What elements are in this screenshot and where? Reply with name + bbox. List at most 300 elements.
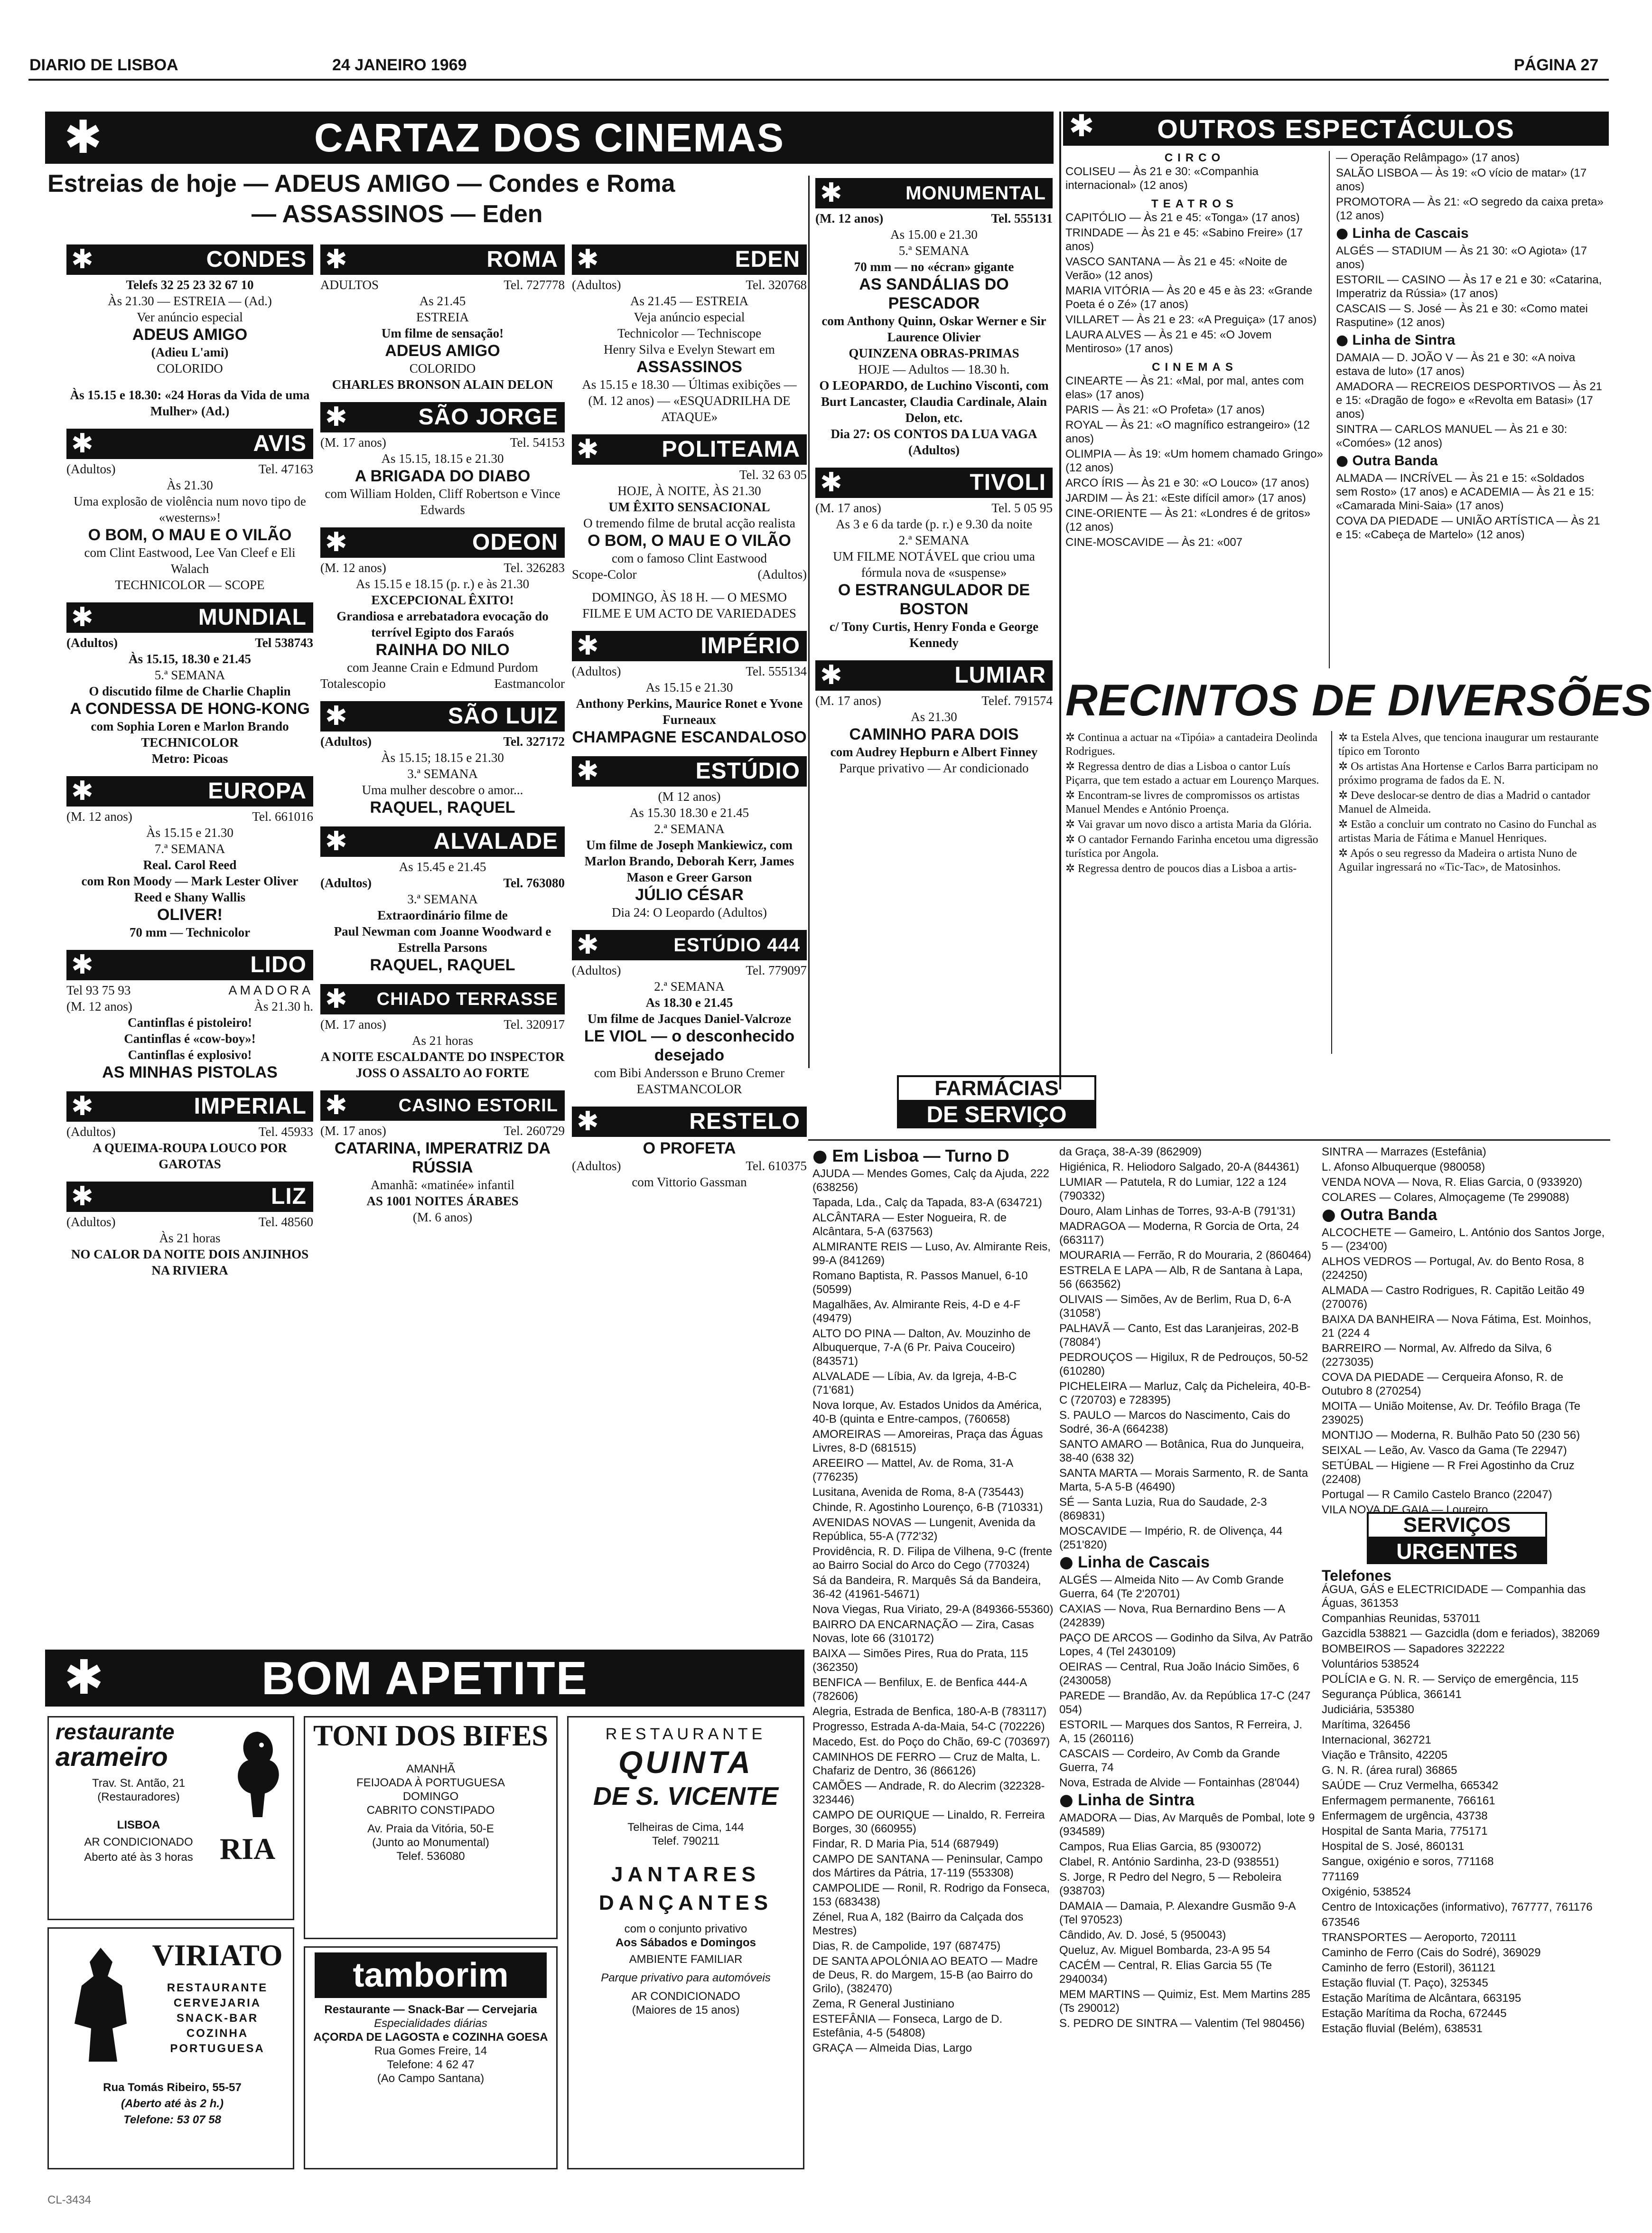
list-item: Nova Iorque, Av. Estados Unidos da América, 40-B (quinta e Entre-campos, (760658) [812, 1399, 1042, 1426]
cinema-name: IMPERIAL [194, 1094, 307, 1119]
rating: (M. 17 anos) [320, 1124, 386, 1138]
text-line: Real. Carol Reed [143, 858, 237, 872]
cinema-name: EDEN [735, 247, 800, 272]
list-item: BARREIRO — Normal, Av. Alfredo da Silva, 6 (2273035) [1322, 1342, 1552, 1369]
list-item: LAURA ALVES — Às 21 e 45: «O Jovem Mentiroso» (17 anos) [1065, 328, 1272, 355]
text-line: Às 15.15, 18.30 e 21.45 [129, 652, 251, 666]
list-item: da Graça, 38-A-39 (862909) [1059, 1145, 1202, 1158]
list-item: Zénel, Rua A, 182 (Bairro da Calçada dos Mestres) [812, 1911, 1024, 1937]
text-line: Extraordinário filme de [377, 908, 508, 922]
cinema-odeon [320, 527, 565, 692]
text-line: Technicolor — Techniscope [617, 326, 762, 340]
rating: (M. 17 anos) [320, 435, 386, 450]
list-item: PAREDE — Brandão, Av. da República 17-C (247 054) [1059, 1689, 1311, 1716]
text-line: com Clint Eastwood, Lee Van Cleef e Eli Walach [84, 545, 296, 576]
list-item: ✲ Continua a actuar na «Tipóia» a cantadeira Deolinda Rodrigues. [1065, 732, 1318, 758]
list-item: CAPITÓLIO — Às 21 e 45: «Tonga» (17 anos) [1065, 211, 1300, 224]
text-line: Grandiosa e arrebatadora evocação do terrível Egipto dos Faraós [336, 609, 549, 639]
outros-banner [1063, 109, 1609, 146]
cinema-name: IMPÉRIO [700, 633, 800, 658]
list-item: ALMIRANTE REIS — Luso, Av. Almirante Reis, 99-A (841269) [812, 1240, 1051, 1267]
section-heading: Linha de Sintra [1352, 332, 1456, 348]
section-heading: CIRCO [1164, 151, 1225, 164]
cinema-name: ESTÚDIO 444 [673, 935, 800, 956]
text-line: com Sophia Loren e Marlon Brando [91, 719, 289, 733]
cinema-liz [66, 1182, 313, 1278]
list-item: VILLARET — Às 21 e 23: «A Preguiça» (17 anos) [1065, 313, 1317, 326]
cinema-name: CONDES [206, 247, 307, 272]
text-line: As 3 e 6 da tarde (p. r.) e 9.30 da noite [836, 517, 1032, 531]
list-item: SALÃO LISBOA — Às 19: «O vício de matar» (17 anos) [1336, 167, 1587, 193]
cinema-sao-luiz [320, 701, 565, 817]
text-line: com Jeanne Crain e Edmund Purdom [347, 660, 538, 675]
ad-address: Av. Praia da Vitória, 50-E [367, 1822, 494, 1835]
list-item: CAMPO DE OURIQUE — Linaldo, R. Ferreira Borges, 30 (660955) [812, 1809, 1045, 1835]
text-line: As 15.15 e 18.15 (p. r.) e às 21.30 [355, 577, 530, 591]
column-divider [808, 176, 810, 1068]
paper-name: DIARIO DE LISBOA [29, 56, 178, 74]
recintos-left [1065, 731, 1326, 1059]
section-heading: Linha de Cascais [1078, 1553, 1210, 1571]
list-item: Voluntários 538524 [1322, 1658, 1419, 1670]
list-item: JARDIM — Às 21: «Este difícil amor» (17 anos) [1065, 492, 1306, 505]
text-line: Parque privativo — Ar condicionado [839, 761, 1029, 775]
text-line: CHARLES BRONSON ALAIN DELON [332, 377, 553, 392]
cinema-tel: Tel. 320768 [746, 278, 807, 292]
cinema-tel: Tel. 327172 [503, 734, 565, 749]
text-line: Às 15.15 e 21.30 [146, 826, 233, 840]
film-title: ADEUS AMIGO [385, 342, 500, 360]
ad-line: COZINHA [186, 2027, 249, 2040]
film-title: A NOITE ESCALDANTE DO INSPECTOR JOSS O ASSALTO AO FORTE [320, 1050, 565, 1080]
cinema-politeama [572, 434, 807, 621]
cinema-tel: Tel. 32 63 05 [739, 468, 807, 482]
list-item: Chinde, R. Agostinho Lourenço, 6-B (710331) [812, 1501, 1043, 1514]
list-item: SAÚDE — Cruz Vermelha, 665342 [1322, 1779, 1499, 1792]
cinema-eden [572, 244, 807, 425]
text-line: com William Holden, Cliff Robertson e Vince Edwards [325, 487, 560, 517]
list-item: S. PAULO — Marcos do Nascimento, Cais do Sodré, 36-A (664238) [1059, 1409, 1290, 1436]
list-item: Alegria, Estrada de Benfica, 180-A-B (783117) [812, 1705, 1047, 1718]
film-title: LE VIOL — o desconhecido desejado [584, 1027, 795, 1064]
asterisk-icon: ✱ [64, 1650, 105, 1705]
text-line: com o famoso Clint Eastwood [612, 551, 767, 565]
rooster-icon [224, 1722, 291, 1836]
list-item: ✲ Regressa dentro de poucos dias a Lisboa a artis- [1065, 863, 1297, 875]
cinema-name: TIVOLI [970, 470, 1046, 495]
list-item: AMOREIRAS — Amoreiras, Praça das Águas Livres, 8-D (681515) [812, 1428, 1043, 1454]
rating: (M. 12 anos) [815, 211, 884, 225]
cinema-name: ALVALADE [433, 829, 558, 854]
ad-line: AMANHÃ [406, 1763, 455, 1775]
film-title: O ESTRANGULADOR DE BOSTON [838, 581, 1030, 618]
ad-line: AMBIENTE FAMILIAR [629, 1953, 743, 1966]
list-item: AREEIRO — Mattel, Av. de Roma, 31-A (776235) [812, 1457, 1013, 1483]
text-line: Às 15.15; 18.15 e 21.30 [381, 751, 504, 765]
text-line: As 15.15, 18.15 e 21.30 [381, 451, 504, 466]
list-item: ALMADA — INCRÍVEL — Às 21 e 15: «Soldados sem Rosto» (17 anos) e ACADEMIA — Às 21 e 15: «Camarada Mini-Saia» (17 anos) [1336, 472, 1595, 512]
asterisk-icon: ✱ [325, 984, 347, 1014]
text-line: 2.ª SEMANA [654, 822, 725, 836]
recintos-right [1338, 731, 1604, 1059]
ad-line: AR CONDICIONADO [631, 1990, 740, 2003]
farmacias-cascais-list [1059, 1573, 1316, 1790]
text-line: O LEOPARDO, de Luchino Visconti, com Burt Lancaster, Claudia Cardinale, Alain Delon, etc. [819, 378, 1049, 425]
list-item: MOSCAVIDE — Império, R. de Olivença, 44 (251'820) [1059, 1525, 1283, 1551]
list-item: OEIRAS — Central, Rua João Inácio Simões, 6 (2430058) [1059, 1661, 1299, 1687]
rating: (M. 12 anos) [320, 561, 386, 575]
list-item: CINE-MOSCAVIDE — Às 21: «007 [1065, 536, 1243, 549]
text-line: Scope-Color [572, 567, 637, 582]
text-line: As 15.15 e 18.30 — Últimas exibições — (M. 12 anos) — «ESQUADRILHA DE ATAQUE» [582, 377, 797, 424]
text-line: 3.ª SEMANA [407, 892, 478, 906]
rating: (M. 17 anos) [815, 694, 881, 708]
estreias-block [47, 169, 807, 229]
film-title: CAMINHO PARA DOIS [849, 725, 1019, 743]
text-line: com Ron Moody — Mark Lester Oliver Reed e Shany Wallis [81, 874, 299, 904]
text-line: EASTMANCOLOR [636, 1082, 742, 1096]
list-item: COVA DA PIEDADE — UNIÃO ARTÍSTICA — Às 21 e 15: «Cabeça de Martelo» (12 anos) [1336, 515, 1600, 541]
text-line: com Audrey Hepburn e Albert Finney [830, 745, 1038, 759]
text-line: As 21.30 [911, 710, 957, 724]
text-line: HOJE — Adultos — 18.30 h. [858, 362, 1010, 376]
text-line: As 21 horas [412, 1033, 473, 1048]
list-item: AMADORA — Dias, Av Marquês de Pombal, lote 9 (934589) [1059, 1811, 1315, 1838]
list-item: TRANSPORTES — Aeroporto, 720111 [1322, 1931, 1517, 1944]
ad-toni-dos-bifes [304, 1716, 558, 1939]
list-item: Marítima, 326456 [1322, 1718, 1410, 1731]
asterisk-icon: ✱ [64, 111, 103, 164]
list-item: Estação fluvial (T. Paço), 325345 [1322, 1977, 1488, 1989]
section-heading: Linha de Sintra [1078, 1791, 1195, 1809]
list-item: Nova Viegas, Rua Viriato, 29-A (849366-55360) [812, 1603, 1054, 1616]
cinema-imperial [66, 1091, 313, 1172]
farmacias-title: FARMÁCIAS [897, 1075, 1096, 1102]
ad-line: CABRITO CONSTIPADO [366, 1804, 495, 1817]
asterisk-icon: ✱ [71, 1091, 93, 1122]
cinema-tel: Tel. 661016 [252, 809, 313, 824]
ad-address: Rua Tomás Ribeiro, 55-57 [103, 2081, 242, 2094]
ad-phone: Telefone: 53 07 58 [123, 2113, 221, 2126]
list-item: Zema, R General Justiniano [812, 1998, 954, 2010]
list-item: Findar, R. D Maria Pia, 514 (687949) [812, 1838, 999, 1850]
ad-address: Telheiras de Cima, 144 [627, 1821, 744, 1834]
text-line: 2.ª SEMANA [898, 533, 970, 547]
list-item: SANTA MARTA — Morais Sarmento, R. de Santa Marta, 5-A 5-B (46490) [1059, 1467, 1308, 1493]
cinema-tel: Tel. 320917 [504, 1017, 565, 1032]
list-item: Progresso, Estrada A-da-Maia, 54-C (702226) [812, 1720, 1045, 1733]
ad-logo: RIA [220, 1832, 276, 1866]
farmacias-sintra-list [1059, 1811, 1316, 2030]
text-line: O discutido filme de Charlie Chaplin [89, 684, 291, 698]
text-line: 5.ª SEMANA [154, 668, 225, 682]
cinema-tel: Tel. 48560 [258, 1215, 313, 1229]
outros-sintra-list [1336, 351, 1604, 450]
cinema-tel: Tel. 260729 [504, 1124, 565, 1138]
rating: (Adultos) [66, 636, 118, 650]
farmacias-right-list [1322, 1145, 1606, 1204]
section-heading: Outra Banda [1340, 1206, 1437, 1224]
text-line: Cantinflas é explosivo! [128, 1048, 252, 1062]
rating: ADULTOS [320, 278, 379, 292]
ad-line: PORTUGUESA [170, 2042, 265, 2055]
list-item: Oxigénio, 538524 [1322, 1886, 1411, 1898]
list-item: CAMÕES — Andrade, R. do Alecrim (322328-323446) [812, 1780, 1045, 1806]
list-item: SINTRA — Marrazes (Estefânia) [1322, 1145, 1486, 1158]
text-line: Um filme de Jacques Daniel-Valcroze [588, 1012, 791, 1026]
text-line: Paul Newman com Joanne Woodward e Estrella Parsons [334, 924, 551, 955]
asterisk-icon: ✱ [325, 826, 347, 857]
section-heading: Telefones [1322, 1567, 1391, 1584]
list-item: ✲ O cantador Fernando Farinha encetou uma digressão turística por Angola. [1065, 834, 1318, 860]
list-item: G. N. R. (área rural) 36865 [1322, 1764, 1457, 1777]
text-line: Um filme de Joseph Mankiewicz, com Marlon Brando, Deborah Kerr, James Mason e Greer Garson [584, 838, 794, 884]
cinema-roma [320, 244, 565, 393]
list-item: ESTRELA E LAPA — Alb, R de Santana à Lapa, 56 (663562) [1059, 1264, 1303, 1291]
rating: (Adultos) [572, 278, 621, 292]
cinema-europa [66, 776, 313, 940]
cinema-name: ROMA [486, 247, 558, 272]
list-item: COLARES — Colares, Almoçageme (Te 299088) [1322, 1191, 1569, 1204]
list-item: MEM MARTINS — Quimiz, Est. Mem Martins 285 (Ts 290012) [1059, 1988, 1310, 2015]
listing: COLISEU — Às 21 e 30: «Companhia internacional» (12 anos) [1065, 165, 1259, 192]
list-item: ALCOCHETE — Gameiro, L. António dos Santos Jorge, 5 — (234'00) [1322, 1226, 1605, 1253]
film-title: RAINHA DO NILO [375, 641, 510, 659]
list-item: Hospital de S. José, 860131 [1322, 1840, 1465, 1853]
text-line: As 15.45 e 21.45 [399, 860, 486, 874]
cinema-sao-jorge [320, 402, 565, 518]
list-item: ESTORIL — CASINO — Às 17 e 21 e 30: «Catarina, Imperatriz da Rússia» (17 anos) [1336, 273, 1602, 300]
section-rule [808, 1139, 1610, 1141]
film-title: OLIVER! [157, 906, 223, 924]
column-divider [1329, 151, 1330, 668]
outros-right-list [1336, 151, 1604, 223]
cinema-monumental [815, 178, 1053, 458]
text-line: Cantinflas é «cow-boy»! [124, 1032, 256, 1046]
ad-quinta-s-vicente [567, 1716, 804, 2169]
list-item: Sá da Bandeira, R. Marquês Sá da Bandeira, 36-42 (41961-54671) [812, 1574, 1041, 1601]
ad-line: (Junto ao Monumental) [372, 1836, 489, 1849]
list-item: COVA DA PIEDADE — Cerqueira Afonso, R. de Outubro 8 (270254) [1322, 1371, 1564, 1398]
film-title: A QUEIMA-ROUPA LOUCO POR GAROTAS [93, 1141, 287, 1171]
text-line: Às 21.30 [167, 478, 213, 492]
ad-address: Trav. St. Antão, 21 (Restauradores) [92, 1777, 186, 1803]
list-item: PEDROUÇOS — Higilux, R de Pedrouços, 50-52 (610280) [1059, 1351, 1308, 1378]
asterisk-icon: ✱ [577, 929, 599, 960]
cinema-tel: Tel. 779097 [746, 963, 807, 977]
rating: (Adultos) [66, 1125, 116, 1139]
servicos-list-wrap [1322, 1569, 1606, 2153]
cinema-name: ESTÚDIO [695, 759, 800, 784]
ad-title: DE S. VICENTE [593, 1782, 779, 1811]
list-item: SEIXAL — Leão, Av. Vasco da Gama (Te 22947) [1322, 1444, 1567, 1457]
text-line: com Vittorio Gassman [632, 1175, 747, 1189]
list-item: PALHAVÃ — Canto, Est das Laranjeiras, 202-B (78084') [1059, 1322, 1299, 1349]
asterisk-icon: ✱ [325, 701, 347, 732]
outros-title: OUTROS ESPECTÁCULOS [1157, 113, 1515, 144]
rating: (Adultos) [320, 876, 372, 890]
bullet-icon: ● [1322, 1205, 1336, 1224]
rating: (Adultos) [572, 963, 621, 977]
outros-right [1336, 151, 1604, 673]
outros-left [1065, 151, 1324, 673]
farmacias-col-3 [1322, 1145, 1606, 1516]
cinema-tel: Tel. 555134 [746, 664, 807, 678]
list-item: Douro, Alam Linhas de Torres, 93-A-B (791'31) [1059, 1205, 1296, 1218]
rating: (Adultos) [572, 1159, 621, 1173]
farmacias-lisboa-list [812, 1167, 1054, 2055]
cinema-column-1 [66, 244, 313, 1633]
asterisk-icon: ✱ [577, 630, 599, 661]
list-item: DAMAIA — D. JOÃO V — Às 21 e 30: «A noiva estava de luto» (17 anos) [1336, 351, 1576, 378]
cinema-tel: Telef. 791574 [981, 694, 1053, 708]
list-item: SÉ — Santa Luzia, Rua do Saudade, 2-3 (869831) [1059, 1496, 1267, 1522]
list-item: BAIXA — Simões Pires, Rua do Prata, 115 (362350) [812, 1647, 1028, 1674]
page-number: PÁGINA 27 [1514, 56, 1599, 74]
list-item: ÁGUA, GÁS e ELECTRICIDADE — Companhia das Águas, 361353 [1322, 1583, 1586, 1610]
section-heading: Em Lisboa — Turno D [832, 1146, 1009, 1165]
ad-line: DOMINGO [402, 1790, 459, 1803]
film-title: A CONDESSA DE HONG-KONG [70, 700, 310, 718]
text-line: (M. 6 anos) [412, 1210, 473, 1224]
asterisk-icon: ✱ [820, 467, 842, 498]
list-item: Hospital de Santa Maria, 775171 [1322, 1825, 1488, 1838]
text-line: TECHNICOLOR — SCOPE [115, 578, 265, 592]
list-item: ESTORIL — Marques dos Santos, R Ferreira, J. A, 15 (260116) [1059, 1718, 1303, 1745]
outros-cinemas-list [1065, 374, 1324, 549]
list-item: Segurança Pública, 366141 [1322, 1688, 1462, 1701]
list-item: Judiciária, 535380 [1322, 1703, 1414, 1716]
list-item: Companhias Reunidas, 537011 [1322, 1612, 1481, 1625]
farmacias-mid-list [1059, 1145, 1316, 1552]
rating: (Adultos) [66, 1215, 116, 1229]
text-line: EXCEPCIONAL ÊXITO! [371, 593, 514, 607]
film-title: AS MINHAS PISTOLAS [102, 1063, 278, 1081]
bullet-icon: ● [1059, 1553, 1073, 1572]
ad-line: Especialidades diárias [374, 2017, 487, 2030]
film-title: RAQUEL, RAQUEL [370, 956, 515, 974]
list-item: SANTO AMARO — Botânica, Rua do Junqueira, 38-40 (638 32) [1059, 1438, 1304, 1464]
list-item: AMADORA — RECREIOS DESPORTIVOS — Às 21 e 15: «Dragão de fogo» e «Revolta em Batasi» (17 anos) [1336, 380, 1603, 421]
text-line: com Bibi Andersson e Bruno Cremer [594, 1066, 785, 1080]
ad-tamborim [304, 1946, 558, 2169]
text-line: As 15.15 e 21.30 [645, 680, 733, 694]
ad-line: AR CONDICIONADO [84, 1836, 193, 1848]
text-line: Metro: Picoas [151, 751, 228, 766]
cinema-condes [66, 244, 313, 419]
text-line: Às 15.15 e 18.30: «24 Horas da Vida de uma Mulher» (Ad.) [70, 388, 310, 418]
film-title: AS SANDÁLIAS DO PESCADOR [859, 275, 1009, 312]
ad-line: CERVEJARIA [173, 1997, 261, 2009]
cinema-name: ODEON [472, 530, 558, 555]
list-item: BAIXA DA BANHEIRA — Nova Fátima, Est. Moinhos, 21 (224 4 [1322, 1313, 1592, 1340]
list-item: ALMADA — Castro Rodrigues, R. Capitão Leitão 49 (270076) [1322, 1284, 1585, 1311]
ad-title: restaurante [56, 1719, 175, 1744]
text-line: Amanhã: «matinée» infantil [371, 1178, 514, 1192]
film-title: ASSASSINOS [636, 358, 742, 376]
cinema-name: LUMIAR [954, 663, 1046, 688]
list-item: AJUDA — Mendes Gomes, Calç da Ajuda, 222 (638256) [812, 1167, 1049, 1194]
cinema-tel: Tel. 326283 [504, 561, 565, 575]
list-item: ALCÂNTARA — Ester Nogueira, R. de Alcântara, 5-A (637563) [812, 1211, 1007, 1238]
text-line: HOJE, À NOITE, ÀS 21.30 [617, 484, 761, 498]
list-item: ALHOS VEDROS — Portugal, Av. do Bento Rosa, 8 (224250) [1322, 1255, 1584, 1282]
list-item: DAMAIA — Damaia, P. Alexandre Gusmão 9-A (Tel 970523) [1059, 1900, 1296, 1926]
list-item: OLIVAIS — Simões, Av de Berlim, Rua D, 6-A (31058') [1059, 1293, 1291, 1320]
cinema-name: SÃO LUIZ [448, 704, 558, 729]
list-item: CINE-ORIENTE — Às 21: «Londres é de gritos» (12 anos) [1065, 507, 1311, 534]
warrior-icon [60, 1943, 141, 2066]
ad-line: Aos Sábados e Domingos [615, 1936, 756, 1949]
text-line: Veja anúncio especial [634, 310, 745, 324]
text-line: ESTREIA [416, 310, 469, 324]
list-item: OLIMPIA — Às 19: «Um homem chamado Gringo» (12 anos) [1065, 448, 1323, 474]
list-item: Viação e Trânsito, 42205 [1322, 1749, 1448, 1762]
list-item: MONTIJO — Moderna, R. Bulhão Pato 50 (230 56) [1322, 1429, 1580, 1442]
list-item: Gazcidla 538821 — Gazcidla (dom e feriados), 382069 [1322, 1627, 1600, 1640]
ad-title: QUINTA [618, 1745, 754, 1780]
cinema-tel: Telefs 32 25 23 32 67 10 [126, 278, 254, 292]
asterisk-icon: ✱ [71, 244, 93, 275]
list-item: ALGÉS — STADIUM — Às 21 30: «O Agiota» (17 anos) [1336, 244, 1587, 271]
text-line: Eastmancolor [494, 676, 565, 691]
list-item: CINEARTE — Às 21: «Mal, por mal, antes com elas» (17 anos) [1065, 375, 1304, 401]
bullet-icon: ● [812, 1146, 828, 1166]
text-line: (Adultos) [757, 567, 807, 582]
asterisk-icon: ✱ [820, 178, 842, 208]
ad-address: Rua Gomes Freire, 14 [374, 2045, 487, 2057]
ad-line: Aberto até às 3 horas [84, 1851, 193, 1864]
list-item: Estação fluvial (Belém), 638531 [1322, 2022, 1483, 2035]
text-line: 7.ª SEMANA [154, 842, 225, 856]
bullet-icon: ● [1336, 225, 1349, 242]
list-item: ALTO DO PINA — Dalton, Av. Mouzinho de Albuquerque, 7-A (6 Pr. Paiva Couceiro) (843571) [812, 1327, 1031, 1368]
list-item: SINTRA — CARLOS MANUEL — Às 21 e 30: «Comóes» (12 anos) [1336, 423, 1568, 450]
text-line: AS 1001 NOITES ÁRABES [366, 1194, 519, 1208]
cinema-name: MONUMENTAL [905, 183, 1046, 204]
rating: (M. 17 anos) [815, 501, 881, 515]
cinema-alvalade [320, 826, 565, 975]
list-item: BENFICA — Benfilux, E. de Benfica 444-A (782606) [812, 1676, 1027, 1703]
ad-title: arameiro [56, 1742, 168, 1772]
estreias-line-2: — ASSASSINOS — Eden [252, 200, 543, 228]
list-item: Higiénica, R. Heliodoro Salgado, 20-A (844361) [1059, 1161, 1299, 1173]
list-item: L. Afonso Albuquerque (980058) [1322, 1161, 1485, 1173]
text-line: TECHNICOLOR [141, 735, 239, 750]
cinema-imperio [572, 631, 807, 747]
ad-phone: Telefone: 4 62 47 [387, 2058, 475, 2071]
list-item: Internacional, 362721 [1322, 1734, 1431, 1746]
rating: (Adultos) [320, 734, 372, 749]
cinema-lido [66, 950, 313, 1082]
column-divider [1059, 112, 1061, 1089]
ad-line: (Maiores de 15 anos) [632, 2004, 740, 2017]
text-line: Uma mulher descobre o amor... [362, 783, 523, 797]
estreias-line-1: Estreias de hoje — ADEUS AMIGO — Condes e Roma [47, 170, 675, 197]
bullet-icon: ● [1336, 332, 1349, 348]
list-item: Magalhães, Av. Almirante Reis, 4-D e 4-F (49479) [812, 1298, 1020, 1325]
cinema-tel: Tel. 610375 [746, 1159, 807, 1173]
asterisk-icon: ✱ [71, 602, 93, 633]
section-heading: TEATROS [1151, 197, 1238, 210]
ad-line: SNACK-BAR [176, 2012, 259, 2025]
list-item: 771169 [1322, 1870, 1359, 1883]
cinema-restelo [572, 1107, 807, 1190]
text-line: As 21.45 — ESTREIA [630, 294, 748, 308]
cinema-tel: Tel. 5 05 95 [991, 501, 1053, 515]
list-item: MARIA VITÓRIA — Às 20 e 45 e às 23: «Grande Poeta é o Zé» (17 anos) [1065, 284, 1313, 311]
list-item: S. Jorge, R Pedro del Negro, 5 — Reboleira (938703) [1059, 1871, 1282, 1897]
